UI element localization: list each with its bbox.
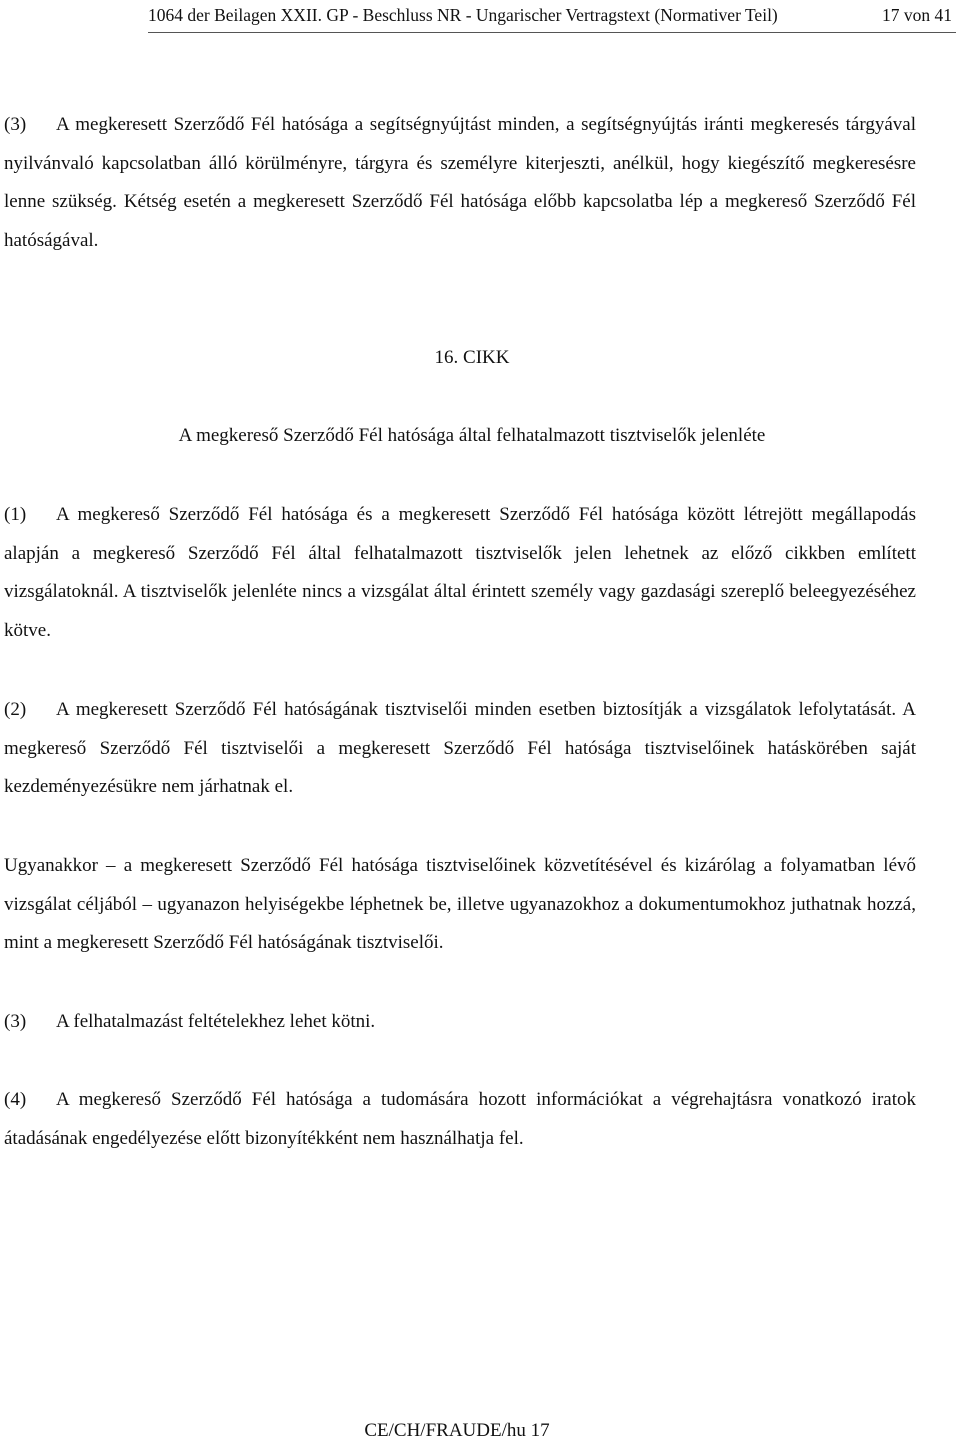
paragraph-number: (1)	[4, 504, 27, 525]
paragraph-number: (2)	[4, 699, 27, 720]
paragraph-number: (3)	[4, 114, 27, 135]
page-footer-code: CE/CH/FRAUDE/hu 17	[364, 1420, 550, 1441]
paragraph-ugyanakkor	[4, 847, 916, 963]
article-title: A megkereső Szerződő Fél hatósága által felhatalmazott tisztviselők jelenléte	[178, 425, 766, 446]
paragraph-3-continued	[4, 106, 916, 260]
header-title: 1064 der Beilagen XXII. GP - Beschluss NR - Ungarischer Vertragstext (Normativer Teil)	[148, 5, 778, 25]
header-page-number: 17 von 41	[882, 5, 952, 25]
header-divider	[148, 32, 956, 33]
paragraph-3	[4, 1003, 916, 1042]
paragraph-text: A felhatalmazást feltételekhez lehet kötni.	[56, 1011, 376, 1032]
paragraph-text: A megkereső Szerződő Fél hatósága a tudomására hozott információkat a végrehajtásra vonatkozó iratok átadásának engedélyezése előtt bizonyítékként nem használhatja fel.	[4, 1089, 916, 1149]
paragraph-4	[4, 1081, 916, 1158]
paragraph-text: A megkereső Szerződő Fél hatósága és a megkeresett Szerződő Fél hatósága között létrejött megállapodás alapján a megkereső Szerződő Fél által felhatalmazott tisztviselők jelen lehetnek az előző cikkben említett vizsgálatoknál. A tisztviselők jelenléte nincs a vizsgálat által érintett személy vagy gazdasági szereplő beleegyezéséhez kötve.	[4, 504, 916, 641]
page-header	[148, 2, 952, 28]
paragraph-text: A megkeresett Szerződő Fél hatóságának tisztviselői minden esetben biztosítják a vizsgálatok lefolytatását. A megkereső Szerződő Fél tisztviselői a megkeresett Szerződő Fél hatósága tisztviselőinek hatáskörében saját kezdeményezésükre nem járhatnak el.	[4, 699, 916, 798]
paragraph-text: A megkeresett Szerződő Fél hatósága a segítségnyújtást minden, a segítségnyújtás iránti megkeresés tárgyával nyilvánvaló kapcsolatban álló körülményre, tárgyra és személyre kiterjeszti, anélkül, hogy kiegészítő megkeresésre lenne szükség. Kétség esetén a megkeresett Szerződő Fél hatósága előbb kapcsolatba lép a megkereső Szerződő Fél hatóságával.	[4, 114, 916, 251]
article-number: 16. CIKK	[434, 347, 510, 368]
paragraph-text: Ugyanakkor – a megkeresett Szerződő Fél hatósága tisztviselőinek közvetítésével és kizárólag a folyamatban lévő vizsgálat céljából – ugyanazon helyiségekbe léphetnek be, illetve ugyanazokhoz a dokumentumokhoz juthatnak hozzá, mint a megkeresett Szerződő Fél hatóságának tisztviselői.	[4, 855, 916, 954]
paragraph-number: (4)	[4, 1089, 27, 1110]
paragraph-1	[4, 496, 916, 650]
paragraph-2	[4, 691, 916, 807]
paragraph-number: (3)	[4, 1011, 27, 1032]
